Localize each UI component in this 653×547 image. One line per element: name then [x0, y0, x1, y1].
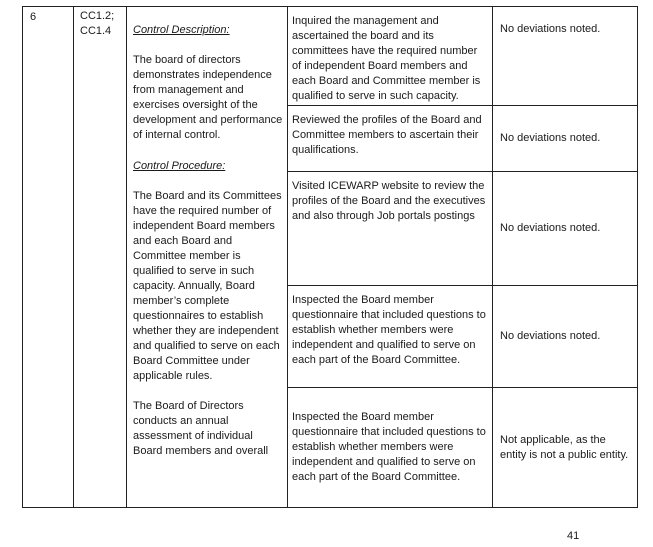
- control-description-cell: [127, 7, 288, 508]
- test-procedure-cell: [288, 172, 493, 286]
- test-procedure-text: Inspected the Board member questionnaire that included questions to establish whether members were independent and qualified to serve on each part of the Board Committee.: [292, 294, 486, 366]
- test-procedure-text: Visited ICEWARP website to review the profiles of the Board and the executives and also through Job portals postings: [292, 180, 486, 222]
- test-result-cell: [493, 286, 638, 388]
- test-result-text: No deviations noted.: [500, 222, 601, 234]
- control-description-heading: Control Description:: [133, 24, 230, 36]
- test-result-text: No deviations noted.: [500, 330, 601, 342]
- page-number: 41: [567, 530, 580, 542]
- test-result-text: Not applicable, as the entity is not a public entity.: [500, 433, 629, 461]
- test-procedure-cell: [288, 7, 493, 106]
- test-result-cell: [493, 172, 638, 286]
- test-procedure-cell: [288, 106, 493, 172]
- row-number-cell: [23, 7, 74, 508]
- test-procedure-cell: [288, 388, 493, 508]
- test-result-text: No deviations noted.: [500, 23, 601, 35]
- test-procedure-text: Inquired the management and ascertained the board and its committees have the required number of independent Board members and each Board and Committee member is qualified to serve in such capacity.: [292, 15, 481, 102]
- test-procedure-text: Inspected the Board member questionnaire that included questions to establish whether members were independent and qualified to serve on each part of the Board Committee.: [292, 411, 486, 483]
- row-number: 6: [30, 11, 37, 23]
- criteria-cell: [74, 7, 127, 508]
- control-procedure-text: The Board of Directors conducts an annual assessment of individual Board members and overall: [133, 400, 269, 457]
- control-procedure-text: The Board and its Committees have the required number of independent Board members and each Board and Committee member is qualified to serve in such capacity. Annually, Board member’s complete questionnaires to establish whether they are independent and qualified to serve on each Board Committee under applicable rules.: [133, 190, 282, 382]
- control-description-text: The board of directors demonstrates independence from management and exercises oversight of the development and performance of internal control.: [133, 54, 283, 141]
- test-result-text: No deviations noted.: [500, 132, 601, 144]
- control-procedure-heading: Control Procedure:: [133, 160, 226, 172]
- controls-table: [22, 6, 638, 508]
- test-result-cell: [493, 388, 638, 508]
- criteria-ref: CC1.2;: [80, 10, 115, 22]
- test-result-cell: [493, 7, 638, 106]
- test-result-cell: [493, 106, 638, 172]
- test-procedure-text: Reviewed the profiles of the Board and Committee members to ascertain their qualifications.: [292, 114, 482, 156]
- test-procedure-cell: [288, 286, 493, 388]
- criteria-ref: CC1.4: [80, 25, 112, 37]
- table-row: [23, 7, 638, 106]
